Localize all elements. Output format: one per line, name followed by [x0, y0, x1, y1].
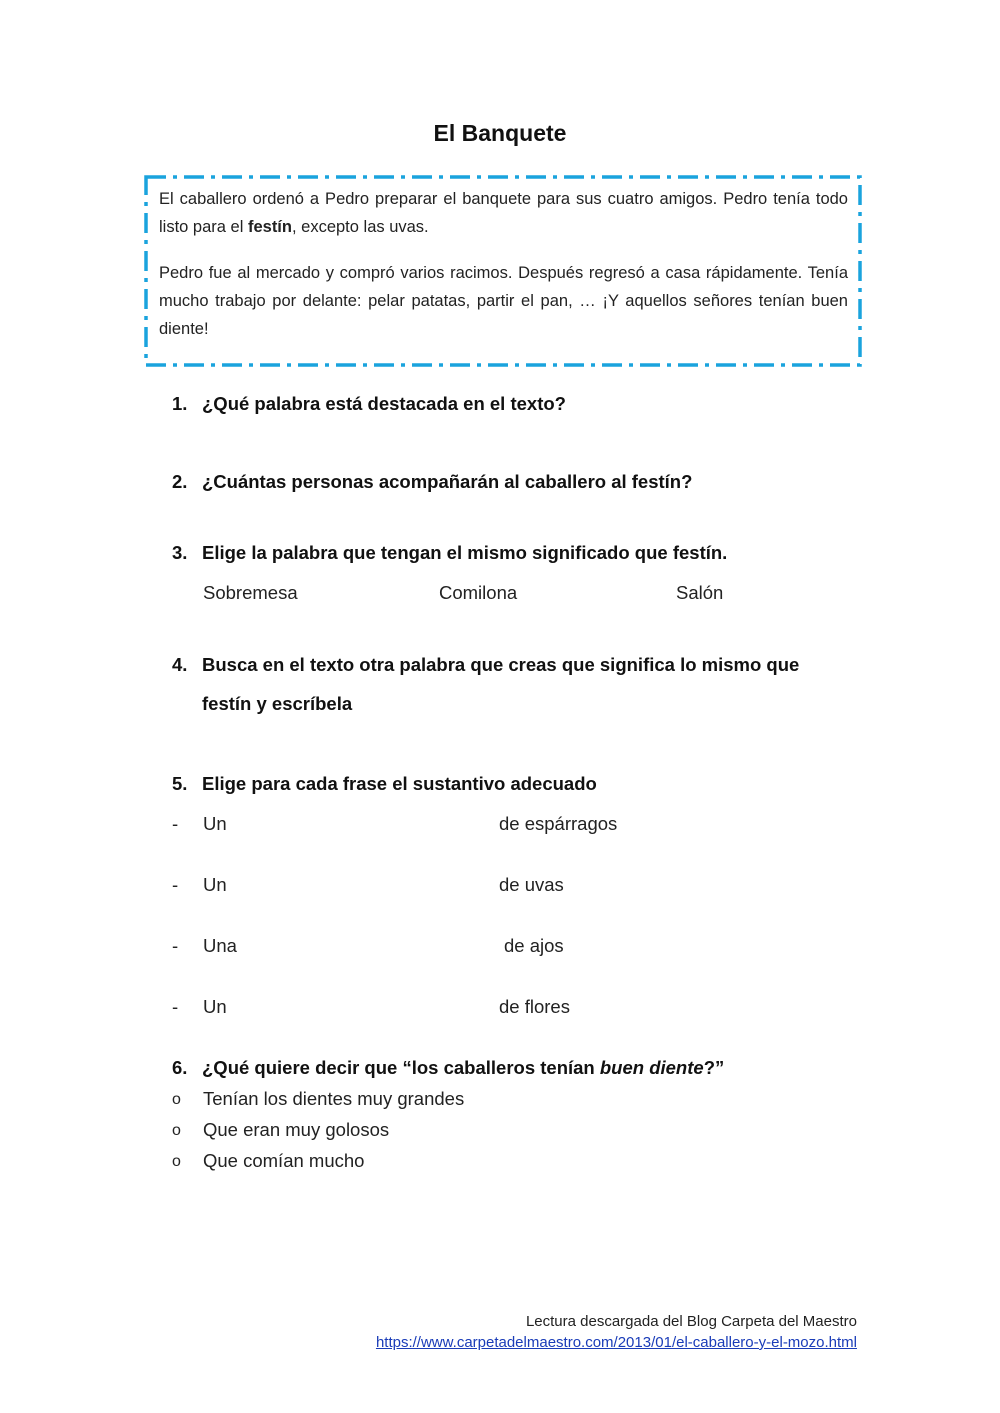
- list-bullet: -: [172, 813, 179, 834]
- list-bullet: -: [172, 935, 179, 956]
- option-salon[interactable]: Salón: [676, 582, 724, 603]
- list-bullet: -: [172, 996, 179, 1017]
- passage-paragraph-2: Pedro fue al mercado y compró varios racimos. Después regresó a casa rápidamente. Tenía mucho trabajo por delante: pelar patatas, partir el pan, … ¡Y aquellos señores tenían buen diente!: [159, 264, 848, 338]
- radio-circle-icon[interactable]: o: [172, 1153, 181, 1170]
- highlighted-word: festín: [247, 218, 292, 236]
- option-comilona[interactable]: Comilona: [439, 582, 518, 603]
- footer-link[interactable]: https://www.carpetadelmaestro.com/2013/01/el-caballero-y-el-mozo.html: [375, 1334, 857, 1351]
- passage-paragraph-1: El caballero ordenó a Pedro preparar el banquete para sus cuatro amigos. Pedro tenía todo listo para el festín, excepto las uvas.: [159, 190, 848, 236]
- answer-option-2[interactable]: Que eran muy golosos: [203, 1119, 390, 1140]
- phrase-end: de flores: [499, 996, 570, 1017]
- phrase-start: Un: [203, 813, 227, 834]
- question-4-line-2: festín y escríbela: [202, 693, 353, 714]
- reading-passage-box: [144, 175, 862, 367]
- phrase-end: de espárragos: [499, 813, 618, 834]
- question-5: 5. Elige para cada frase el sustantivo adecuado: [172, 773, 597, 794]
- phrase-end: de uvas: [499, 874, 564, 895]
- list-bullet: -: [172, 874, 179, 895]
- footer-credit: Lectura descargada del Blog Carpeta del Maestro: [525, 1313, 857, 1330]
- radio-circle-icon[interactable]: o: [172, 1122, 181, 1139]
- phrase-start: Un: [203, 874, 227, 895]
- answer-option-3[interactable]: Que comían mucho: [203, 1150, 365, 1171]
- phrase-start: Una: [203, 935, 237, 956]
- phrase-start: Un: [203, 996, 227, 1017]
- passage-text: [159, 185, 848, 361]
- page-title: El Banquete: [433, 120, 567, 146]
- answer-option-1[interactable]: Tenían los dientes muy grandes: [203, 1088, 465, 1109]
- question-4: 4. Busca en el texto otra palabra que creas que significa lo mismo que: [172, 654, 800, 675]
- question-6: 6. ¿Qué quiere decir que “los caballeros tenían buen diente?”: [172, 1057, 725, 1078]
- question-2: 2. ¿Cuántas personas acompañarán al caballero al festín?: [172, 471, 693, 492]
- option-sobremesa[interactable]: Sobremesa: [203, 582, 298, 603]
- radio-circle-icon[interactable]: o: [172, 1091, 181, 1108]
- question-3: 3. Elige la palabra que tengan el mismo significado que festín.: [172, 542, 728, 563]
- question-1: 1. ¿Qué palabra está destacada en el texto?: [172, 393, 566, 414]
- phrase-end: de ajos: [504, 935, 564, 956]
